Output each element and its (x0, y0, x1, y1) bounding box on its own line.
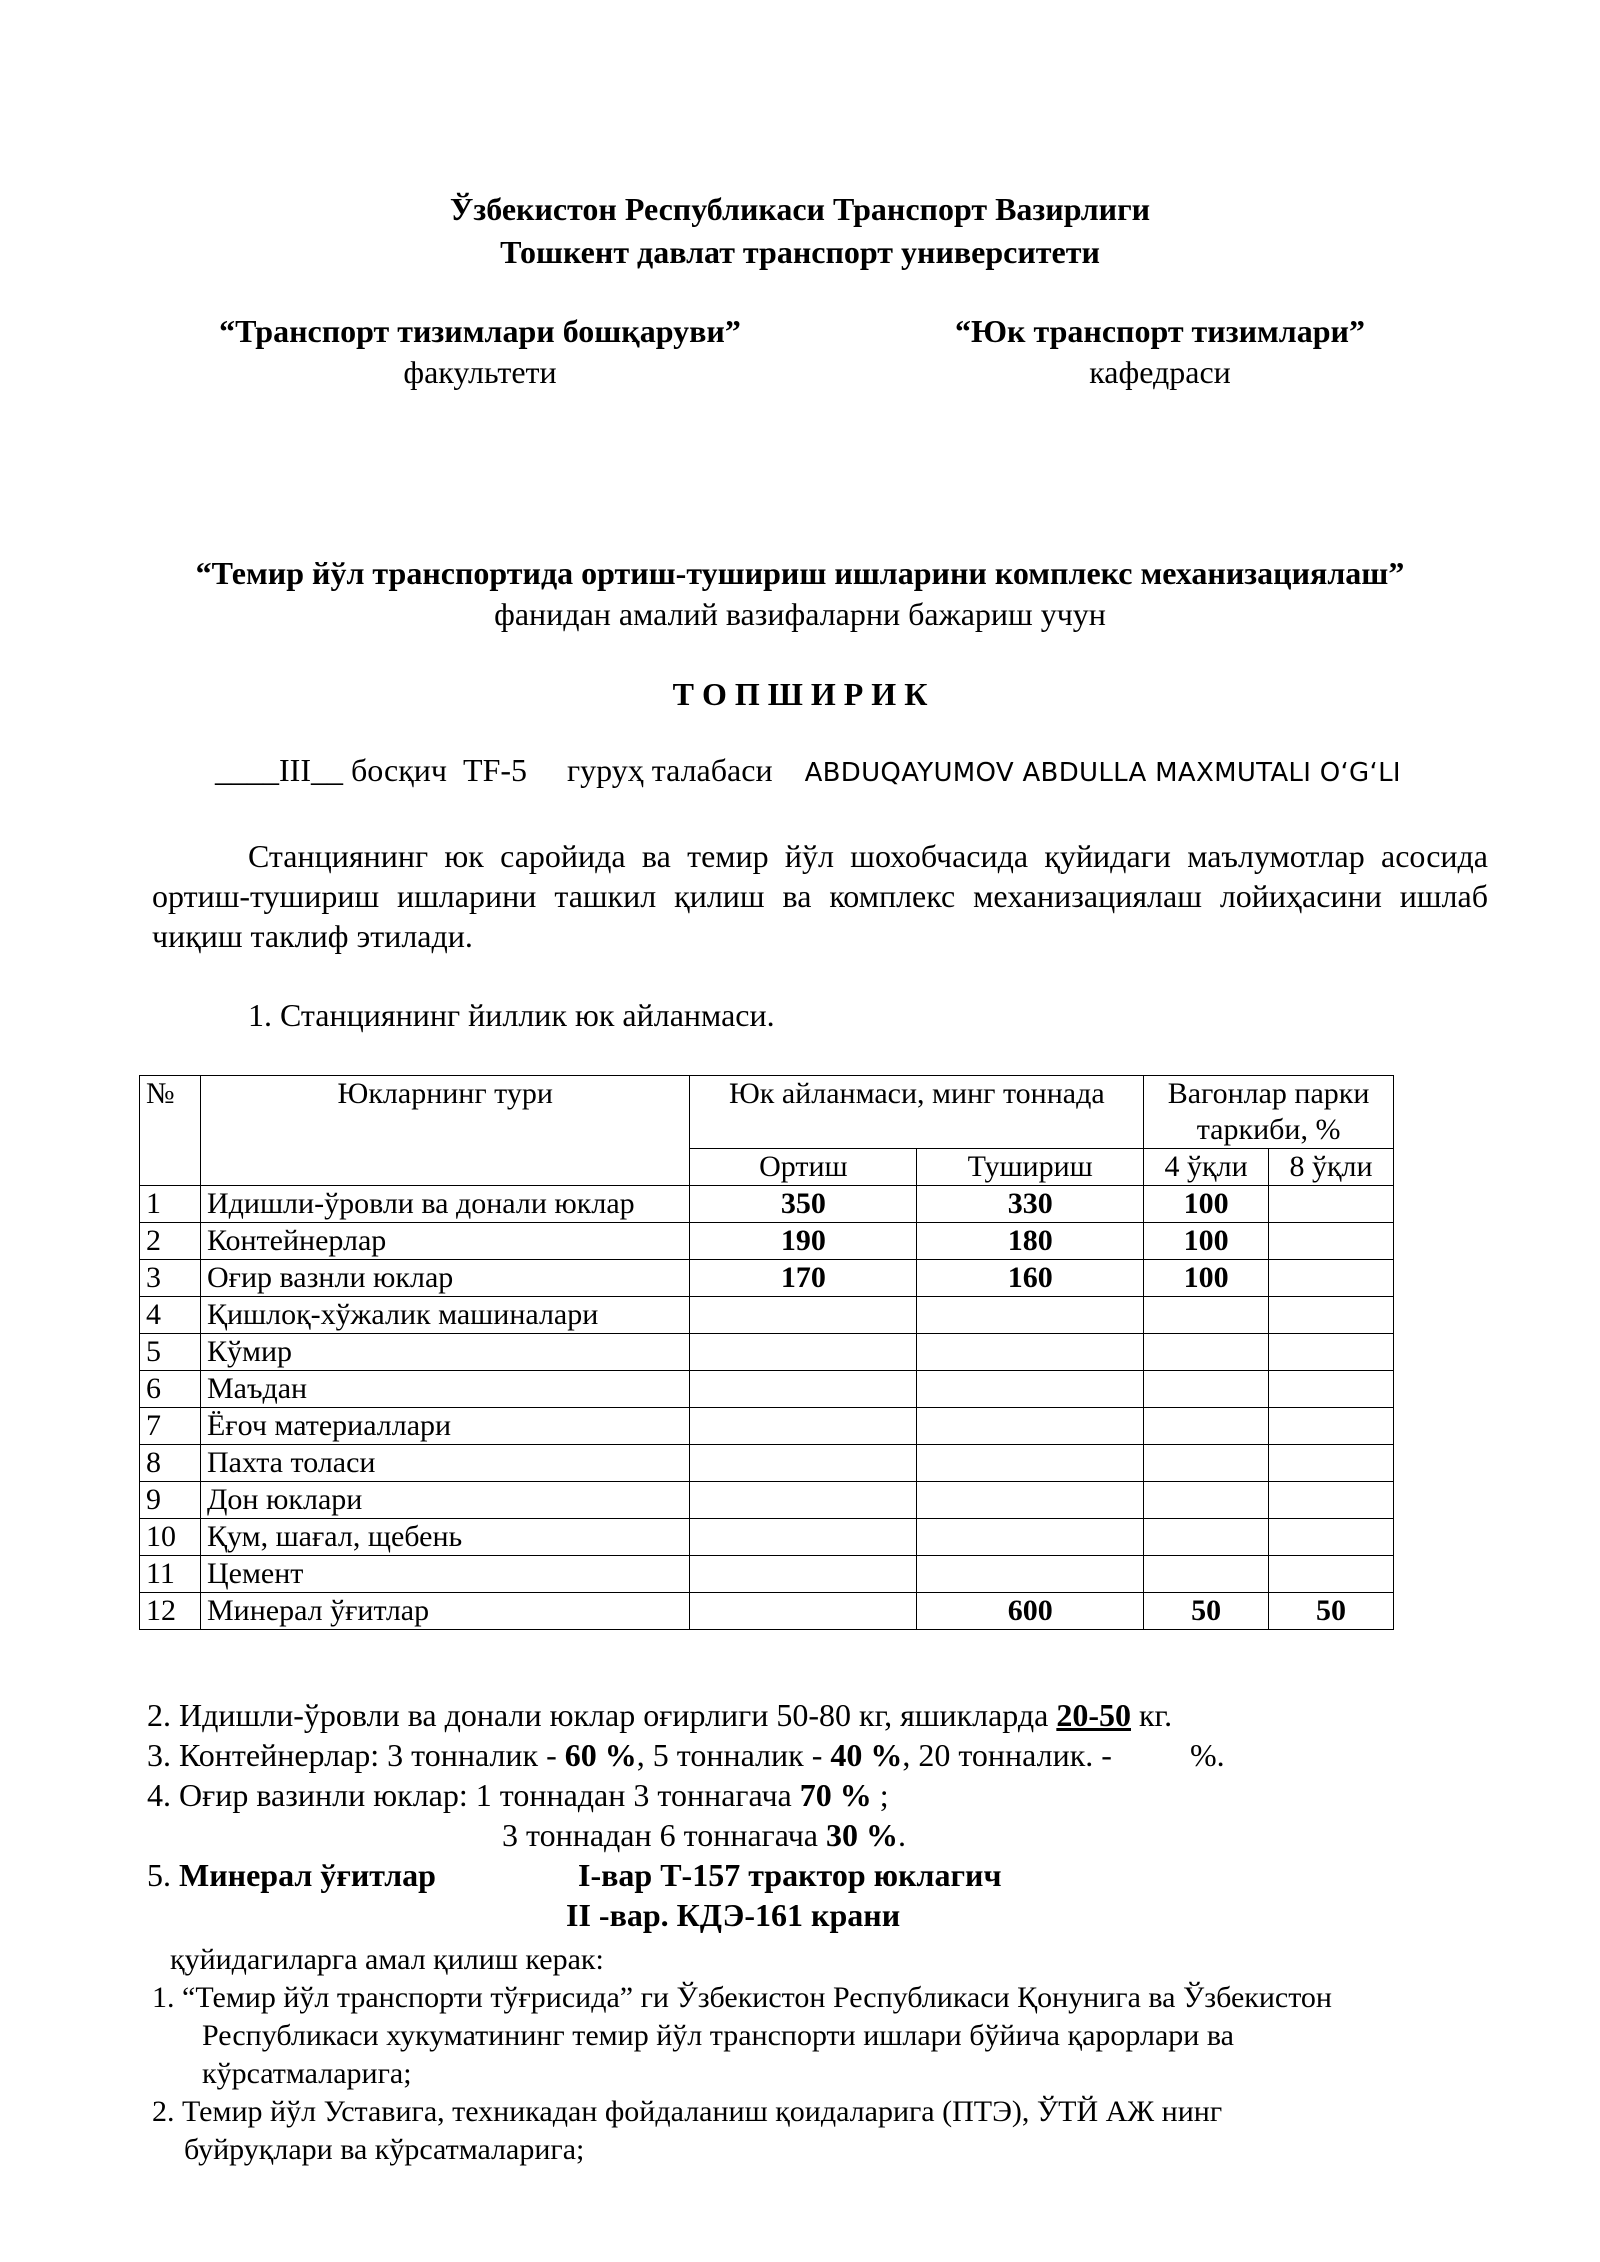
axle4-cell (1144, 1408, 1269, 1445)
loading-cell (690, 1445, 917, 1482)
item4-value-b: 30 % (825, 1817, 898, 1853)
axle8-cell (1269, 1445, 1394, 1482)
student-name: ABDUQAYUMOV ABDULLA MAXMUTALI O‘G‘LI (804, 758, 1401, 788)
row-number: 10 (140, 1519, 201, 1556)
cargo-name-cell: Қум, шағал, щебень (200, 1519, 690, 1556)
intro-paragraph (152, 836, 1488, 956)
axle4-cell (1144, 1519, 1269, 1556)
axle4-cell: 100 (1144, 1260, 1269, 1297)
cargo-turnover-table (139, 1075, 1394, 1630)
cargo-name-cell: Контейнерлар (200, 1223, 690, 1260)
row-number: 4 (140, 1297, 201, 1334)
subject-subtitle: фанидан амалий вазифаларни бажариш учун (494, 596, 1106, 632)
loading-cell (690, 1334, 917, 1371)
unloading-cell (917, 1519, 1144, 1556)
axle8-cell (1269, 1334, 1394, 1371)
item2-unit: кг. (1131, 1697, 1173, 1733)
item3-part-b: , 5 тонналик - (636, 1737, 831, 1773)
faculty-name: “Транспорт тизимлари бошқаруви” (219, 313, 741, 349)
department-name: “Юк транспорт тизимлари” (955, 313, 1365, 349)
unloading-cell (917, 1445, 1144, 1482)
row-number: 2 (140, 1223, 201, 1260)
item4-value-a: 70 % (799, 1777, 872, 1813)
row-number: 3 (140, 1260, 201, 1297)
axle8-cell (1269, 1519, 1394, 1556)
row-number: 6 (140, 1371, 201, 1408)
requirement-line: кўрсатмаларига; (202, 2057, 412, 2090)
table-row (140, 1445, 1394, 1482)
row-number: 1 (140, 1186, 201, 1223)
header-cargo-type: Юкларнинг тури (200, 1076, 690, 1186)
loading-cell: 350 (690, 1186, 917, 1223)
stage-text: ____III__ босқич (215, 752, 448, 788)
table-row (140, 1593, 1394, 1630)
cargo-name-cell: Идишли-ўровли ва донали юклар (200, 1186, 690, 1223)
requirement-item (152, 1979, 1552, 2093)
table-row (140, 1519, 1394, 1556)
faculty-word: факультети (403, 354, 557, 390)
unloading-cell (917, 1556, 1144, 1593)
axle4-cell (1144, 1556, 1269, 1593)
group-word: гуруҳ талабаси (567, 752, 773, 788)
loading-cell (690, 1297, 917, 1334)
axle8-cell (1269, 1408, 1394, 1445)
axle8-cell (1269, 1556, 1394, 1593)
document-header (0, 188, 1600, 274)
item5-var2: II -вар. КДЭ-161 крани (566, 1897, 901, 1933)
loading-cell (690, 1371, 917, 1408)
requirement-item (152, 2093, 1552, 2169)
intro-text: Станциянинг юк саройида ва темир йўл шохобчасида қуйидаги маълумотлар асосида ортиш-тушириш ишларини ташкил қилиш ва комплекс механизациялаш лойиҳасини ишлаб чиқиш таклиф этилади. (152, 838, 1488, 954)
item3-line (147, 1735, 1547, 1775)
header-axle8: 8 ўқли (1269, 1149, 1394, 1186)
item5-line (147, 1855, 436, 1895)
item4-part-a: 4. Оғир вазинли юклар: 1 тоннадан 3 тоннагача (147, 1777, 800, 1813)
cargo-name-cell: Минерал ўғитлар (200, 1593, 690, 1630)
axle4-cell (1144, 1297, 1269, 1334)
axle8-cell (1269, 1260, 1394, 1297)
axle4-cell: 100 (1144, 1186, 1269, 1223)
axle8-cell (1269, 1297, 1394, 1334)
table-row (140, 1371, 1394, 1408)
item5-label: Минерал ўғитлар (179, 1857, 436, 1893)
cargo-name-cell: Маъдан (200, 1371, 690, 1408)
table-row (140, 1297, 1394, 1334)
university-title: Тошкент давлат транспорт университети (500, 234, 1100, 270)
item4-end-a: ; (871, 1777, 889, 1813)
header-unloading: Тушириш (917, 1149, 1144, 1186)
item2-value: 20-50 (1056, 1697, 1131, 1733)
item2-line (147, 1695, 1547, 1735)
loading-cell (690, 1408, 917, 1445)
unloading-cell: 180 (917, 1223, 1144, 1260)
cargo-name-cell: Кўмир (200, 1334, 690, 1371)
axle8-cell (1269, 1223, 1394, 1260)
section1-title: 1. Станциянинг йиллик юк айланмаси. (248, 997, 775, 1033)
assignment-heading: Т О П Ш И Р И К (672, 676, 928, 712)
table-row (140, 1223, 1394, 1260)
axle4-cell (1144, 1445, 1269, 1482)
row-number: 12 (140, 1593, 201, 1630)
item4-end-b: . (897, 1817, 906, 1853)
unloading-cell (917, 1297, 1144, 1334)
loading-cell (690, 1482, 917, 1519)
loading-cell: 190 (690, 1223, 917, 1260)
item4-line (147, 1775, 1547, 1815)
item3-value-b: 40 % (830, 1737, 903, 1773)
unloading-cell: 160 (917, 1260, 1144, 1297)
follow-text: қуйидагиларга амал қилиш керак: (170, 1943, 604, 1976)
requirement-line: 1. “Темир йўл транспорти тўғрисида” ги Ўзбекистон Республикаси Қонунига ва Ўзбекистон (152, 1981, 1332, 2014)
axle8-cell (1269, 1186, 1394, 1223)
loading-cell (690, 1556, 917, 1593)
table-row (140, 1260, 1394, 1297)
cargo-name-cell: Цемент (200, 1556, 690, 1593)
item3-unit-c: %. (1189, 1737, 1225, 1773)
subject-title: “Темир йўл транспортида ортиш-тушириш ишларини комплекс механизациялаш” (195, 555, 1405, 591)
loading-cell (690, 1593, 917, 1630)
item4-line2 (502, 1815, 1502, 1855)
header-loading: Ортиш (690, 1149, 917, 1186)
row-number: 7 (140, 1408, 201, 1445)
header-num: № (140, 1076, 201, 1186)
table-row (140, 1408, 1394, 1445)
unloading-cell (917, 1334, 1144, 1371)
cargo-name-cell: Қишлоқ-хўжалик машиналари (200, 1297, 690, 1334)
cargo-name-cell: Пахта толаси (200, 1445, 690, 1482)
table-row (140, 1334, 1394, 1371)
table-header-row (140, 1076, 1394, 1149)
ministry-title: Ўзбекистон Республикаси Транспорт Вазирлиги (449, 191, 1151, 227)
header-wagon-park: Вагонлар парки таркиби, % (1144, 1076, 1394, 1149)
header-axle4: 4 ўқли (1144, 1149, 1269, 1186)
loading-cell: 170 (690, 1260, 917, 1297)
header-turnover: Юк айланмаси, минг тоннада (690, 1076, 1144, 1149)
student-group-line (215, 750, 1515, 792)
table-body (140, 1186, 1394, 1630)
department-word: кафедраси (1089, 354, 1231, 390)
group-code: TF-5 (463, 752, 528, 788)
item4-part-b: 3 тоннадан 6 тоннагача (502, 1817, 826, 1853)
unloading-cell (917, 1408, 1144, 1445)
item3-value-a: 60 % (564, 1737, 637, 1773)
item2-text: 2. Идишли-ўровли ва донали юклар оғирлиги 50-80 кг, яшикларда (147, 1697, 1057, 1733)
axle4-cell: 50 (1144, 1593, 1269, 1630)
unloading-cell (917, 1371, 1144, 1408)
item3-part-c: , 20 тонналик. - (902, 1737, 1112, 1773)
item3-part-a: 3. Контейнерлар: 3 тонналик - (147, 1737, 565, 1773)
row-number: 5 (140, 1334, 201, 1371)
axle4-cell (1144, 1371, 1269, 1408)
requirement-line: Республикаси хукуматининг темир йўл транспорти ишлари бўйича қарорлари ва (202, 2019, 1234, 2052)
row-number: 9 (140, 1482, 201, 1519)
cargo-name-cell: Оғир вазнли юклар (200, 1260, 690, 1297)
table-row (140, 1556, 1394, 1593)
axle4-cell: 100 (1144, 1223, 1269, 1260)
axle8-cell (1269, 1482, 1394, 1519)
unloading-cell: 330 (917, 1186, 1144, 1223)
cargo-name-cell: Ёғоч материаллари (200, 1408, 690, 1445)
table-row (140, 1186, 1394, 1223)
row-number: 8 (140, 1445, 201, 1482)
unloading-cell (917, 1482, 1144, 1519)
item5-var1: I-вар Т-157 трактор юклагич (578, 1857, 1002, 1893)
cargo-name-cell: Дон юклари (200, 1482, 690, 1519)
loading-cell (690, 1519, 917, 1556)
axle8-cell: 50 (1269, 1593, 1394, 1630)
requirement-line: 2. Темир йўл Уставига, техникадан фойдаланиш қоидаларига (ПТЭ), ЎТЙ АЖ нинг (152, 2095, 1223, 2128)
unloading-cell: 600 (917, 1593, 1144, 1630)
row-number: 11 (140, 1556, 201, 1593)
axle8-cell (1269, 1371, 1394, 1408)
requirement-line: буйруқлари ва кўрсатмаларига; (184, 2133, 585, 2166)
item5-num: 5. (147, 1857, 179, 1893)
axle4-cell (1144, 1334, 1269, 1371)
axle4-cell (1144, 1482, 1269, 1519)
table-row (140, 1482, 1394, 1519)
requirements-list (152, 1979, 1552, 2169)
